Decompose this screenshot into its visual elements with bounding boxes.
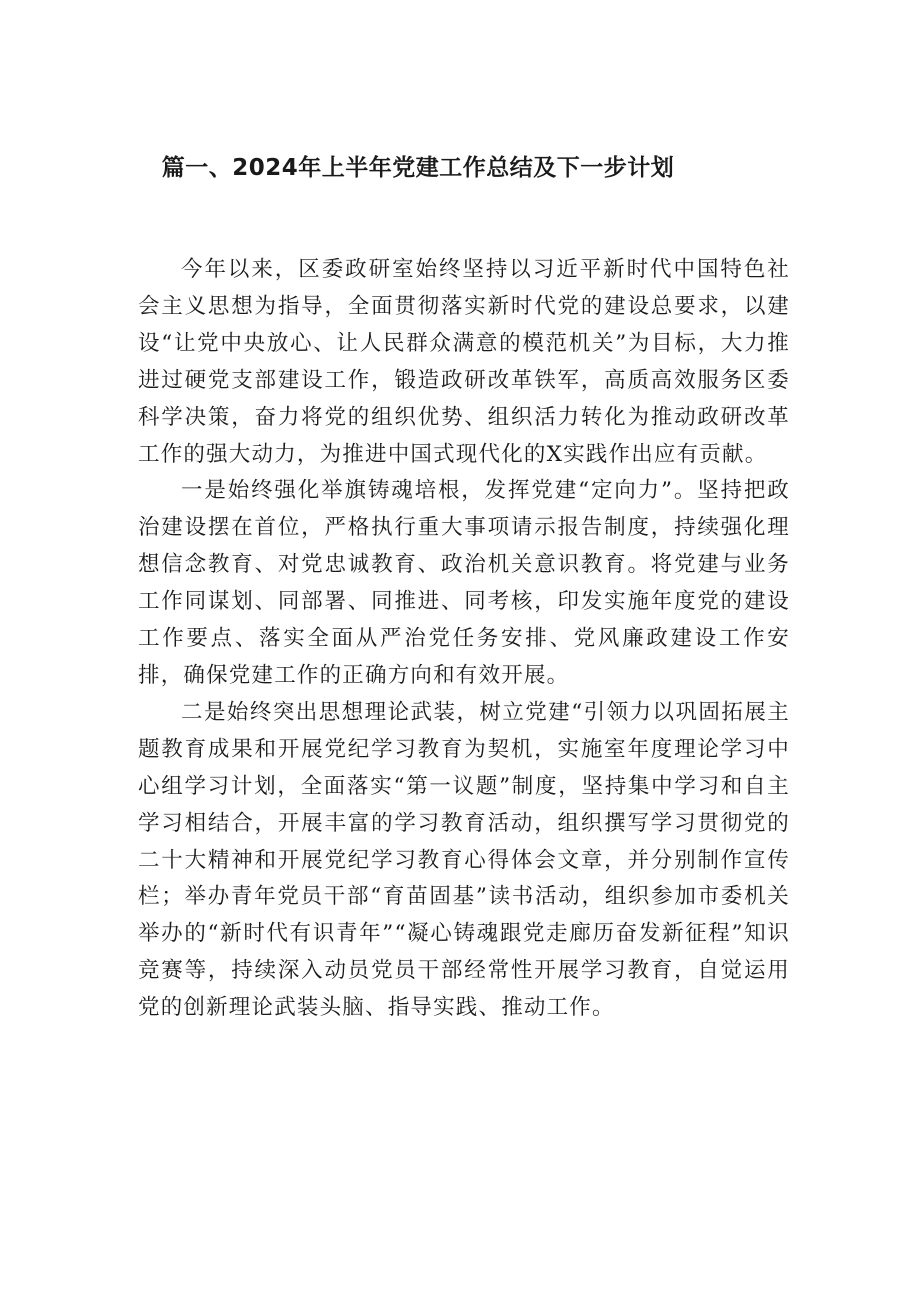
document-body (138, 252, 790, 1027)
paragraph-intro: 今年以来，区委政研室始终坚持以习近平新时代中国特色社会主义思想为指导，全面贯彻落实新时代党的建设总要求，以建设“让党中央放心、让人民群众满意的模范机关”为目标，大力推进过硬党支部建设工作，锻造政研改革铁军，高质高效服务区委科学决策，奋力将党的组织优势、组织活力转化为推动政研改革工作的强大动力，为推进中国式现代化的X实践作出应有贡献。 (138, 257, 790, 467)
paragraph-point-one: 一是始终强化举旗铸魂培根，发挥党建“定向力”。坚持把政治建设摆在首位，严格执行重大事项请示报告制度，持续强化理想信念教育、对党忠诚教育、政治机关意识教育。将党建与业务工作同谋划、同部署、同推进、同考核，印发实施年度党的建设工作要点、落实全面从严治党任务安排、党风廉政建设工作安排，确保党建工作的正确方向和有效开展。 (138, 478, 790, 688)
paragraph-point-two: 二是始终突出思想理论武装，树立党建“引领力以巩固拓展主题教育成果和开展党纪学习教育为契机，实施室年度理论学习中心组学习计划，全面落实“第一议题”制度，坚持集中学习和自主学习相结合，开展丰富的学习教育活动，组织撰写学习贯彻党的二十大精神和开展党纪学习教育心得体会文章，并分别制作宣传栏；举办青年党员干部“育苗固基”读书活动，组织参加市委机关举办的“新时代有识青年”“凝心铸魂跟党走廊历奋发新征程”知识竞赛等，持续深入动员党员干部经常性开展学习教育，自觉运用党的创新理论武装头脑、指导实践、推动工作。 (138, 699, 790, 1021)
document-title: 篇一、2024年上半年党建工作总结及下一步计划 (161, 155, 675, 181)
